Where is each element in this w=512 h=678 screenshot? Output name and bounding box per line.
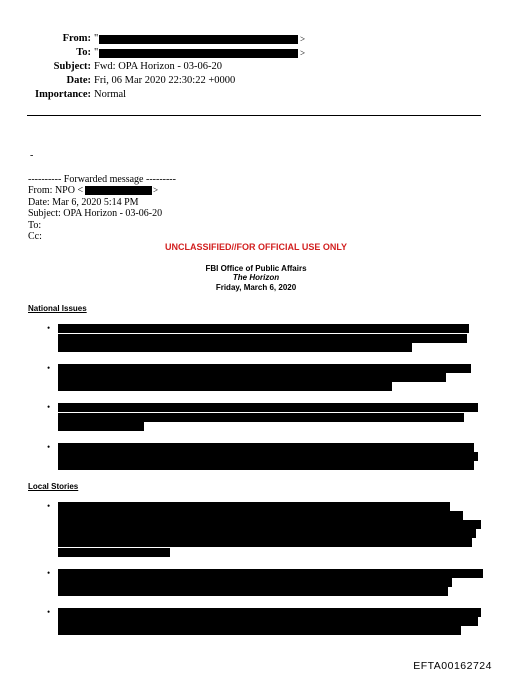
forwarded-cc: Cc:	[28, 231, 42, 242]
subject-value: Fwd: OPA Horizon - 03-06-20	[94, 61, 222, 72]
redacted-line	[58, 343, 412, 352]
date-label: Date:	[66, 75, 91, 86]
document-id: EFTA00162724	[413, 660, 492, 672]
from-label: From:	[62, 33, 91, 44]
subject-label: Subject:	[53, 61, 91, 72]
redacted-line	[58, 608, 481, 617]
header-divider	[27, 115, 481, 116]
redacted-to-address	[99, 49, 298, 58]
redacted-line	[58, 382, 392, 391]
stray-dash: -	[30, 150, 34, 161]
importance-label: Importance:	[35, 89, 91, 100]
importance-value: Normal	[94, 89, 127, 100]
bullet-marker: •	[47, 568, 51, 578]
to-label: To:	[76, 47, 91, 58]
redacted-line	[58, 626, 461, 635]
forwarded-date: Date: Mar 6, 2020 5:14 PM	[28, 197, 139, 208]
to-close-bracket: >	[300, 48, 306, 58]
redacted-line	[58, 443, 474, 452]
redacted-line	[58, 548, 170, 557]
from-open-quote: "	[94, 33, 99, 44]
forwarded-from-prefix: From: NPO <	[28, 185, 84, 196]
redacted-line	[58, 569, 483, 578]
to-open-quote: "	[94, 47, 99, 58]
newsletter-name: The Horizon	[232, 273, 280, 282]
redacted-line	[58, 364, 471, 373]
redacted-line	[58, 617, 478, 626]
redacted-line	[58, 529, 476, 538]
redacted-line	[58, 403, 478, 412]
redacted-line	[58, 324, 469, 333]
redacted-line	[58, 511, 463, 520]
redacted-line	[58, 578, 452, 587]
redacted-line	[58, 520, 481, 529]
forwarded-divider: ---------- Forwarded message ---------	[28, 174, 176, 185]
redacted-line	[58, 502, 450, 511]
forwarded-from-suffix: >	[153, 185, 159, 195]
bullet-marker: •	[47, 323, 51, 333]
date-value: Fri, 06 Mar 2020 22:30:22 +0000	[94, 75, 236, 86]
classification-banner: UNCLASSIFIED//FOR OFFICIAL USE ONLY	[164, 242, 347, 252]
forwarded-to: To:	[28, 220, 42, 231]
redacted-line	[58, 422, 144, 431]
redacted-from-address	[99, 35, 298, 44]
bullet-marker: •	[47, 442, 51, 452]
bullet-marker: •	[47, 607, 51, 617]
section-national-issues: National Issues	[28, 304, 87, 313]
bullet-marker: •	[47, 363, 51, 373]
redacted-line	[58, 461, 474, 470]
redacted-line	[58, 587, 448, 596]
newsletter-office: FBI Office of Public Affairs	[205, 264, 307, 273]
redacted-line	[58, 373, 446, 382]
bullet-marker: •	[47, 402, 51, 412]
newsletter-date: Friday, March 6, 2020	[215, 283, 297, 292]
redacted-line	[58, 538, 472, 547]
redacted-line	[58, 334, 467, 343]
bullet-marker: •	[47, 501, 51, 511]
forwarded-subject: Subject: OPA Horizon - 03-06-20	[28, 208, 163, 219]
from-close-bracket: >	[300, 34, 306, 44]
redacted-line	[58, 452, 478, 461]
redacted-forwarded-from	[85, 186, 152, 195]
section-local-stories: Local Stories	[28, 482, 79, 491]
redacted-line	[58, 413, 464, 422]
